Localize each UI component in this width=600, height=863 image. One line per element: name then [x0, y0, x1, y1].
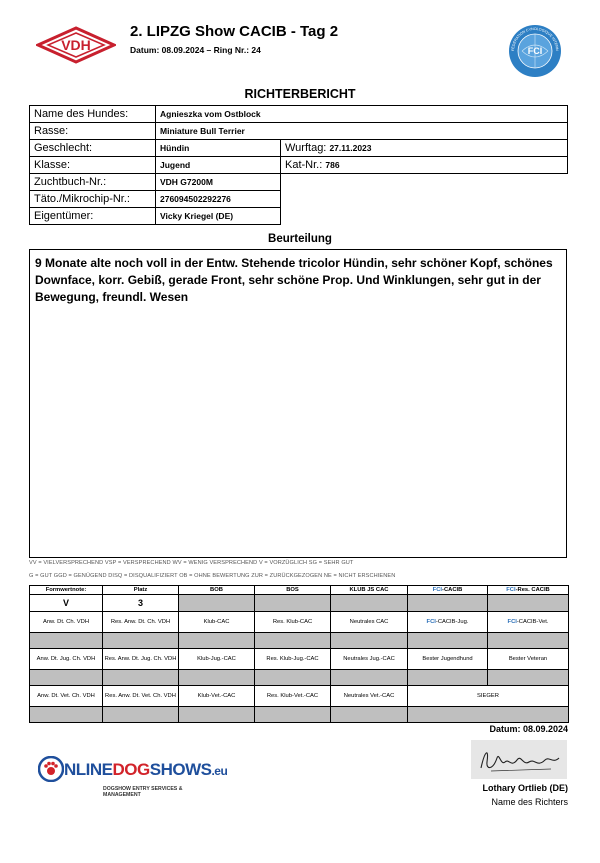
- dog-info-table: [29, 105, 568, 225]
- class-label: Klasse:: [30, 157, 156, 174]
- vdh-logo-text: VDH: [61, 37, 91, 53]
- breed-label: Rasse:: [30, 123, 156, 140]
- paw-icon: [38, 756, 64, 782]
- chip-label: Täto./Mikrochip-Nr.:: [30, 191, 156, 208]
- header-res-cacib: FCI-Res. CACIB: [488, 586, 569, 595]
- cat-value: 786: [325, 160, 340, 170]
- class-value: Jugend: [156, 157, 281, 174]
- award-cell: Anw. Dt. Ch. VDH: [30, 612, 103, 633]
- dob-label: Wurftag:: [285, 142, 327, 154]
- award-cell: Anw. Dt. Jug. Ch. VDH: [30, 649, 103, 670]
- sex-label: Geschlecht:: [30, 140, 156, 157]
- vdh-logo: [36, 26, 116, 64]
- award-cell: Res. Klub-Jug.-CAC: [255, 649, 331, 670]
- award-cell: Klub-Jug.-CAC: [179, 649, 255, 670]
- cat-cell: [281, 157, 568, 174]
- legend-line-1: VV = VIELVERSPRECHEND VSP = VERSPRECHEND WV = WENIG VERSPRECHEND V = VORZÜGLICH SG = SEHR GUT: [29, 560, 354, 566]
- award-cell: Res. Anw. Dt. Jug. Ch. VDH: [103, 649, 179, 670]
- award-cell: Klub-Vet.-CAC: [179, 686, 255, 707]
- platz-value: 3: [103, 595, 179, 612]
- header-platz: Platz: [103, 586, 179, 595]
- owner-label: Eigentümer:: [30, 208, 156, 225]
- award-cell: Res. Klub-Vet.-CAC: [255, 686, 331, 707]
- award-cell: Klub-CAC: [179, 612, 255, 633]
- fci-logo: [508, 24, 562, 78]
- report-title: RICHTERBERICHT: [244, 87, 356, 101]
- legend-line-2: G = GUT GGD = GENÜGEND DISQ = DISQUALIFIZIERT OB = OHNE BEWERTUNG ZUR = ZURÜCKGEZOGEN NE = NICHT ERSCHIENEN: [29, 573, 396, 579]
- award-grid: [29, 585, 569, 723]
- sex-value: Hündin: [156, 140, 281, 157]
- header-bob: BOB: [179, 586, 255, 595]
- show-title: 2. LIPZG Show CACIB - Tag 2: [130, 23, 339, 40]
- header-bos: BOS: [255, 586, 331, 595]
- award-cell: Bester Veteran: [488, 649, 569, 670]
- logo-wordmark: NLINEDOGSHOWS.eu: [64, 760, 228, 779]
- award-cell: Res. Klub-CAC: [255, 612, 331, 633]
- award-cell: Neutrales Jug.-CAC: [331, 649, 408, 670]
- judge-role: Name des Richters: [491, 797, 568, 807]
- onlinedogshows-logo: [36, 752, 228, 798]
- report-date: Datum: 08.09.2024: [489, 724, 568, 734]
- studbook-value: VDH G7200M: [156, 174, 281, 191]
- award-cell: Res. Anw. Dt. Ch. VDH: [103, 612, 179, 633]
- fci-prefix: FCI: [432, 587, 443, 593]
- owner-value: Vicky Kriegel (DE): [156, 208, 281, 225]
- dog-name: Agnieszka vom Ostblock: [156, 106, 568, 123]
- chip-value: 276094502292276: [156, 191, 281, 208]
- fci-logo-text: FCI: [527, 46, 543, 56]
- award-cell: FCI-CACIB-Jug.: [408, 612, 488, 633]
- formwert-value: V: [30, 595, 103, 612]
- fci-prefix: FCI: [506, 587, 516, 593]
- judge-name: Lothary Ortlieb (DE): [482, 783, 568, 793]
- assessment-title: Beurteilung: [268, 233, 332, 245]
- sieger-cell: SIEGER: [408, 686, 569, 707]
- cat-label: Kat-Nr.:: [285, 159, 323, 171]
- award-cell: Bester Jugendhund: [408, 649, 488, 670]
- judge-signature: [471, 740, 567, 779]
- breed-value: Miniature Bull Terrier: [156, 123, 568, 140]
- award-cell: Anw. Dt. Vet. Ch. VDH: [30, 686, 103, 707]
- header-klub-js-cac: KLUB JS CAC: [331, 586, 408, 595]
- name-label: Name des Hundes:: [30, 106, 156, 123]
- award-cell: Res. Anw. Dt. Vet. Ch. VDH: [103, 686, 179, 707]
- fci-logo-ring-text: FÉDÉRATION CYNOLOGIQUE INTERN: [510, 26, 560, 52]
- header-formwert: Formwertnote:: [30, 586, 103, 595]
- assessment-box: [29, 249, 567, 558]
- logo-tagline: DOGSHOW ENTRY SERVICES & MANAGEMENT: [103, 786, 183, 798]
- award-cell: Neutrales Vet.-CAC: [331, 686, 408, 707]
- award-cell: Neutrales CAC: [331, 612, 408, 633]
- dob-value: 27.11.2023: [329, 143, 372, 153]
- dob-cell: [281, 140, 568, 157]
- header-cacib: FCI-CACIB: [408, 586, 488, 595]
- award-cell: FCI-CACIB-Vet.: [488, 612, 569, 633]
- studbook-label: Zuchtbuch-Nr.:: [30, 174, 156, 191]
- show-subtitle: Datum: 08.09.2024 – Ring Nr.: 24: [130, 45, 261, 55]
- assessment-text: 9 Monate alte noch voll in der Entw. Stehende tricolor Hündin, sehr schöner Kopf, schönes Downface, korr. Gebiß, gerade Front, sehr schöne Prop. Und Winklungen, sehr gut in der Bewegung, freundl. Wesen: [35, 256, 553, 304]
